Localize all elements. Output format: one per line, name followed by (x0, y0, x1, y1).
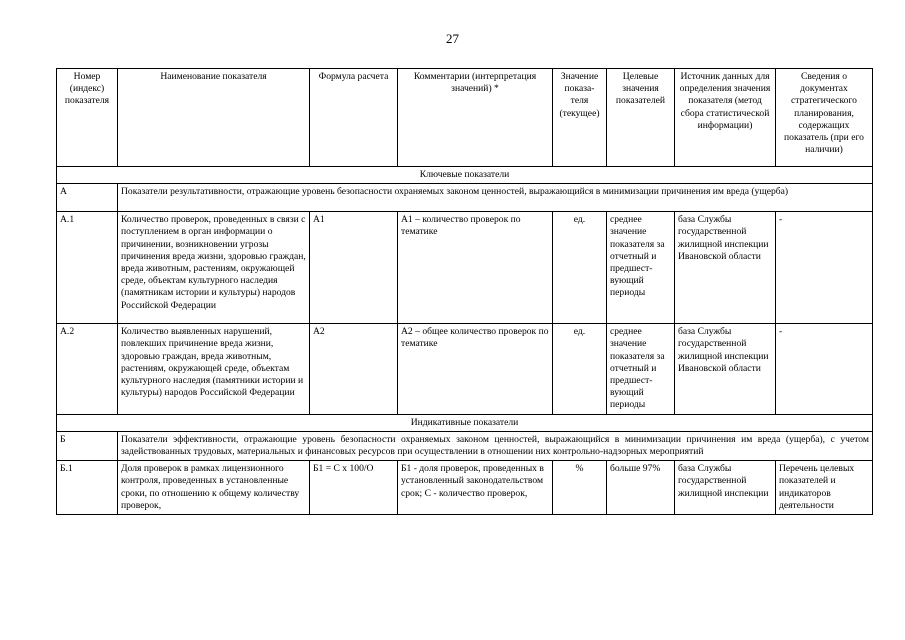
section-key-title: Ключевые показатели (57, 167, 873, 184)
row-b1-comment: Б1 - доля проверок, проведенных в установленный законодательством срок; С - количество проверок, (398, 461, 553, 515)
table-row-a1 (57, 212, 873, 324)
group-a-text: Показатели результативности, отражающие уровень безопасности охраняемых законом ценностей, выражающийся в минимизации причинения им вреда (ущерба) (118, 184, 873, 212)
row-a2-comment: А2 – общее количество проверок по тематике (398, 324, 553, 414)
row-b1-target: больше 97% (607, 461, 675, 515)
row-b1-source: база Службы государственной жилищной инспекции (675, 461, 776, 515)
row-a2-index: А.2 (57, 324, 118, 414)
section-row-indicative (57, 414, 873, 431)
table-row-a2 (57, 324, 873, 414)
group-row-b (57, 431, 873, 460)
indicators-table (56, 68, 873, 515)
header-target: Целевые значения показателей (607, 69, 675, 167)
header-docs: Сведения о документах стратегического планирования, содержащих показатель (при его наличии) (776, 69, 873, 167)
row-b1-docs: Перечень целевых показателей и индикаторов деятельности (776, 461, 873, 515)
header-source: Источник данных для определения значения показателя (метод сбора статистической информации) (675, 69, 776, 167)
row-a2-value: ед. (553, 324, 607, 414)
row-b1-value: % (553, 461, 607, 515)
row-b1-formula: Б1 = С х 100/О (310, 461, 398, 515)
header-row (57, 69, 873, 167)
section-indicative-title: Индикативные показатели (57, 414, 873, 431)
row-a1-docs: - (776, 212, 873, 324)
row-a2-docs: - (776, 324, 873, 414)
row-a1-formula: А1 (310, 212, 398, 324)
row-a1-target: среднее значение показателя за отчетный и предшест-вующий периоды (607, 212, 675, 324)
header-formula: Формула расчета (310, 69, 398, 167)
row-a2-source: база Службы государственной жилищной инспекции Ивановской области (675, 324, 776, 414)
group-a-index: А (57, 184, 118, 212)
group-b-index: Б (57, 431, 118, 460)
section-row-key (57, 167, 873, 184)
row-a2-name: Количество выявленных нарушений, повлекших причинение вреда жизни, здоровью граждан, вреда животным, растениям, окружающей среде, объектам культурного наследия (памятники истории и культуры) народов Российской Федерации (118, 324, 310, 414)
row-a1-source: база Службы государственной жилищной инспекции Ивановской области (675, 212, 776, 324)
row-a2-formula: А2 (310, 324, 398, 414)
row-b1-name: Доля проверок в рамках лицензионного контроля, проведенных в установленные сроки, по отношению к общему количеству проверок, (118, 461, 310, 515)
row-a1-comment: А1 – количество проверок по тематике (398, 212, 553, 324)
row-a1-index: А.1 (57, 212, 118, 324)
row-a1-name: Количество проверок, проведенных в связи с поступлением в орган информации о причинении, возникновении угрозы причинения вреда жизни, здоровью граждан, вреда животным, растениям, окружающей среде, объектам культурного наследия (памятникам истории и культуры) народов Российской Федерации (118, 212, 310, 324)
table-row-b1 (57, 461, 873, 515)
header-comment: Комментарии (интерпретация значений) * (398, 69, 553, 167)
row-a1-value: ед. (553, 212, 607, 324)
header-index: Номер (индекс) показателя (57, 69, 118, 167)
header-value: Значение показа-теля (текущее) (553, 69, 607, 167)
group-row-a (57, 184, 873, 212)
header-name: Наименование показателя (118, 69, 310, 167)
page-number: 27 (446, 31, 459, 46)
group-b-text: Показатели эффективности, отражающие уровень безопасности охраняемых законом ценностей, выражающийся в минимизации причинения им вреда (ущерба), с учетом задействованных трудовых, материальных и финансовых ресурсов при осуществлении в отношении них контрольно-надзорных мероприятий (118, 431, 873, 460)
row-a2-target: среднее значение показателя за отчетный и предшест-вующий периоды (607, 324, 675, 414)
row-b1-index: Б.1 (57, 461, 118, 515)
